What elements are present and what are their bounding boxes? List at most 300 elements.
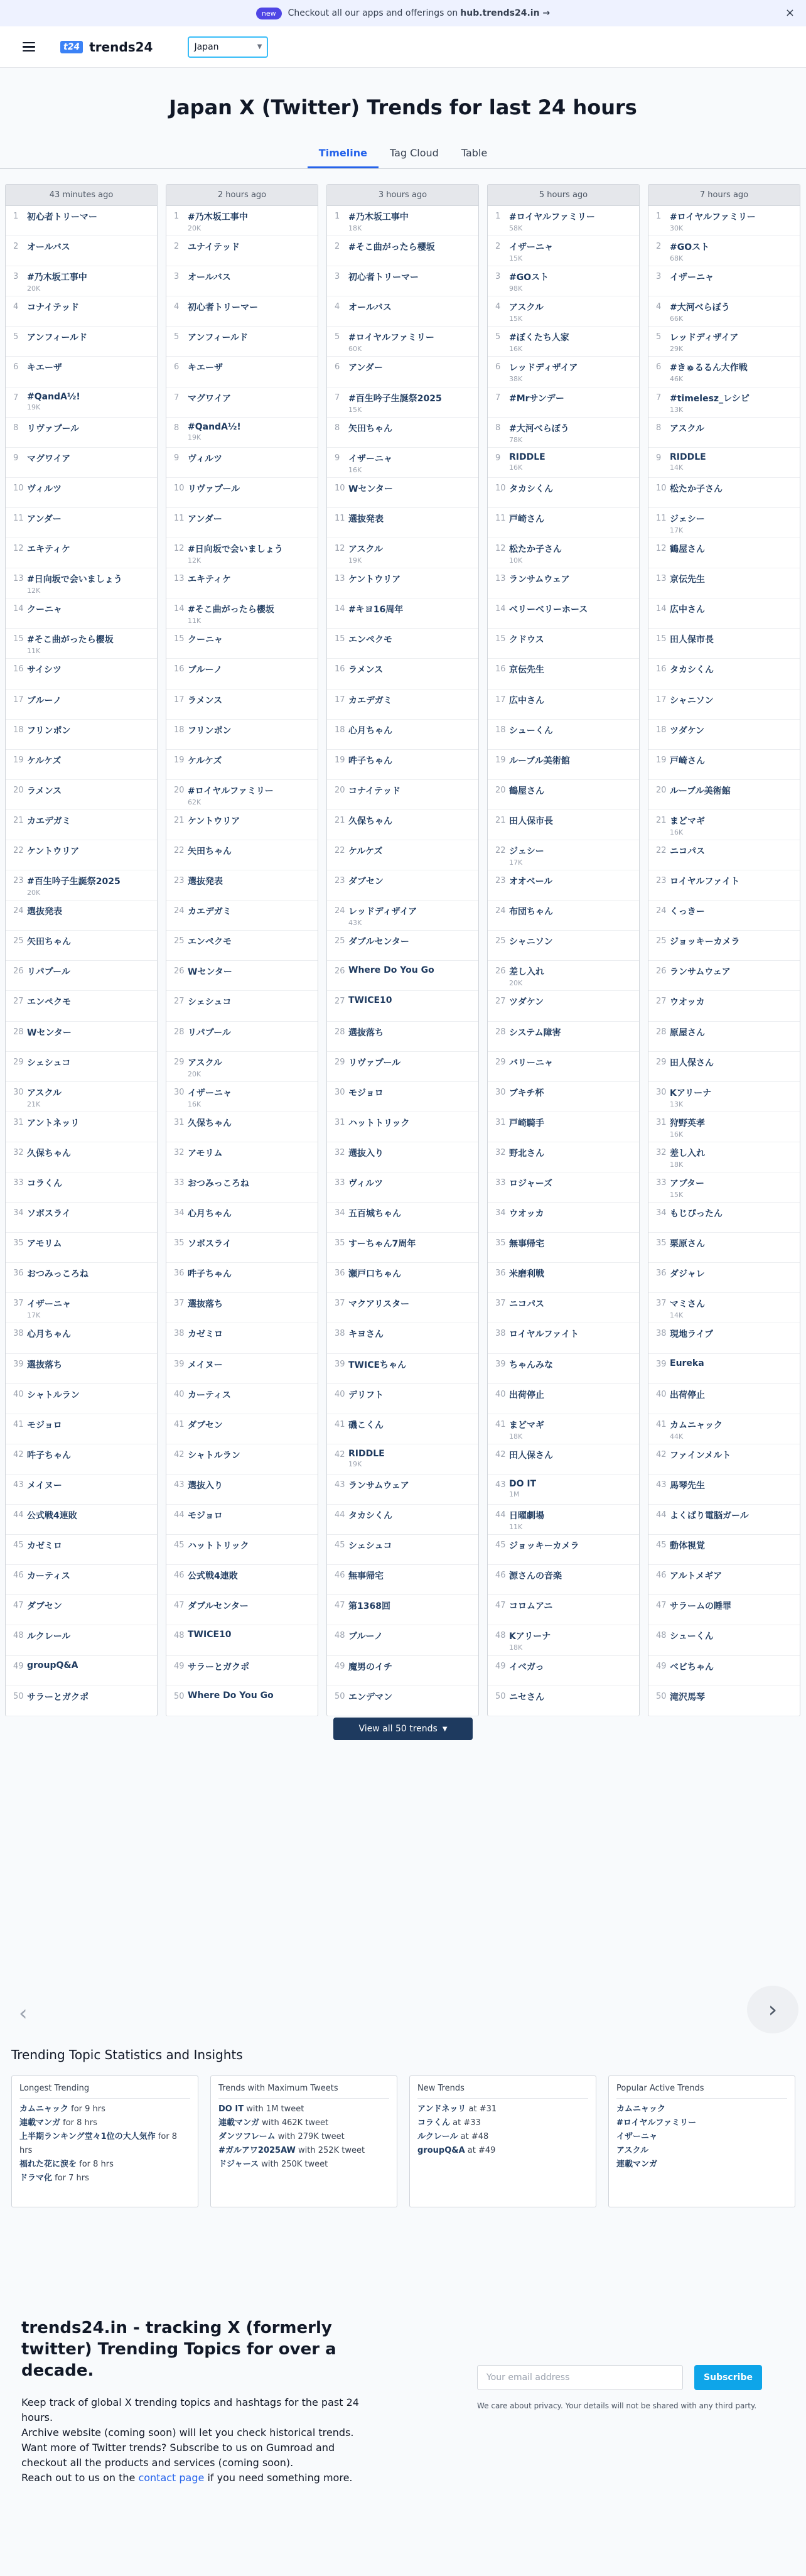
trend-item[interactable] — [488, 810, 639, 840]
trend-name[interactable]: 選抜発表 — [188, 877, 223, 887]
country-select[interactable] — [188, 36, 268, 58]
trend-name[interactable]: モジョロ — [27, 1420, 62, 1431]
trend-name[interactable]: 矢田ちゃん — [188, 846, 232, 857]
trend-item[interactable] — [166, 780, 318, 810]
trend-item[interactable] — [6, 1233, 157, 1263]
trend-name[interactable]: #きゅるるん大作戦 — [670, 363, 748, 374]
trend-item[interactable] — [6, 418, 157, 448]
trend-name[interactable]: レッドディザイア — [509, 363, 578, 374]
trend-name[interactable]: デリフト — [348, 1390, 384, 1400]
trend-item[interactable] — [488, 1323, 639, 1353]
trend-item[interactable] — [327, 1535, 478, 1565]
trend-name[interactable]: ジェシー — [670, 514, 705, 524]
trend-item[interactable] — [488, 991, 639, 1021]
trend-item[interactable] — [327, 1595, 478, 1625]
trend-item[interactable] — [166, 1565, 318, 1595]
trend-name[interactable]: モジョロ — [348, 1088, 384, 1098]
trend-item[interactable] — [6, 1535, 157, 1565]
trend-name[interactable]: ブキチ杯 — [509, 1088, 544, 1098]
trend-name[interactable]: ニセさん — [509, 1692, 544, 1702]
trend-item[interactable] — [6, 1263, 157, 1293]
trend-item[interactable] — [6, 901, 157, 931]
trend-item[interactable] — [6, 1022, 157, 1052]
trend-item[interactable] — [488, 1444, 639, 1475]
trend-item[interactable] — [166, 1414, 318, 1444]
trend-item[interactable] — [648, 1203, 800, 1233]
trend-item[interactable] — [327, 418, 478, 448]
trend-name[interactable]: アスクル — [188, 1058, 223, 1068]
trend-name[interactable]: ファインメルト — [670, 1450, 731, 1461]
trend-name[interactable]: まどマギ — [670, 816, 705, 826]
trend-item[interactable] — [648, 1142, 800, 1172]
chevron-right-icon[interactable]: › — [747, 1986, 798, 2033]
trend-name[interactable]: カムニャック — [670, 1420, 723, 1431]
trend-name[interactable]: ダブセン — [27, 1601, 62, 1612]
trend-name[interactable]: #そこ曲がったら櫻坂 — [188, 605, 274, 615]
trend-name[interactable]: タカシくん — [670, 665, 714, 676]
trend-name[interactable]: ロジャーズ — [509, 1179, 553, 1189]
trend-item[interactable] — [327, 780, 478, 810]
trend-name[interactable]: 公式戦4連敗 — [188, 1571, 238, 1582]
trend-item[interactable] — [166, 1505, 318, 1535]
trend-item[interactable] — [648, 1112, 800, 1142]
trend-item[interactable] — [6, 1414, 157, 1444]
trend-name[interactable]: 無事帰宅 — [509, 1239, 544, 1250]
trend-name[interactable]: 久保ちゃん — [27, 1148, 71, 1159]
trend-name[interactable]: シャトルラン — [27, 1390, 80, 1400]
trend-item[interactable] — [648, 1172, 800, 1203]
trend-name[interactable]: 京伝先生 — [509, 665, 544, 676]
trend-item[interactable] — [6, 478, 157, 508]
trend-item[interactable] — [166, 1052, 318, 1082]
card-trend[interactable]: ルクレール — [417, 2132, 458, 2141]
trend-item[interactable] — [166, 961, 318, 991]
trend-item[interactable] — [488, 1475, 639, 1505]
trend-name[interactable]: おつみっころね — [27, 1269, 89, 1280]
trend-item[interactable] — [327, 810, 478, 840]
trend-item[interactable] — [488, 750, 639, 780]
trend-item[interactable] — [648, 1022, 800, 1052]
trend-item[interactable] — [6, 991, 157, 1021]
trend-item[interactable] — [6, 720, 157, 750]
trend-name[interactable]: 田人保市長 — [509, 816, 553, 826]
trend-item[interactable] — [488, 1022, 639, 1052]
trend-item[interactable] — [648, 659, 800, 689]
trend-item[interactable] — [6, 1384, 157, 1414]
trend-item[interactable] — [6, 1323, 157, 1353]
trend-item[interactable] — [6, 1625, 157, 1655]
trend-name[interactable]: ケルケズ — [348, 846, 383, 857]
trend-name[interactable]: 無事帰宅 — [348, 1571, 384, 1582]
trend-name[interactable]: カゼミロ — [27, 1541, 62, 1552]
trend-item[interactable] — [648, 1323, 800, 1353]
trend-name[interactable]: キエーザ — [27, 363, 62, 374]
trend-name[interactable]: ラメンス — [188, 695, 223, 706]
trend-name[interactable]: エンデマン — [348, 1692, 392, 1702]
trend-item[interactable] — [327, 508, 478, 538]
trend-item[interactable] — [6, 931, 157, 961]
trend-name[interactable]: groupQ&A — [27, 1660, 78, 1670]
trend-item[interactable] — [166, 991, 318, 1021]
trend-name[interactable]: ジョッキーカメラ — [670, 937, 740, 948]
trend-item[interactable] — [648, 1565, 800, 1595]
trend-item[interactable] — [327, 1384, 478, 1414]
trend-item[interactable] — [648, 1263, 800, 1293]
trend-name[interactable]: シェシュコ — [27, 1058, 71, 1068]
trend-name[interactable]: オールバス — [188, 273, 231, 283]
card-trend[interactable]: カムニャック — [616, 2104, 666, 2114]
trend-item[interactable] — [6, 1686, 157, 1716]
view-all-button[interactable] — [333, 1718, 473, 1740]
trend-name[interactable]: ケルケズ — [188, 755, 222, 766]
trend-item[interactable] — [6, 327, 157, 357]
trend-item[interactable] — [166, 720, 318, 750]
trend-item[interactable] — [648, 931, 800, 961]
trend-name[interactable]: バリーニャ — [509, 1058, 553, 1068]
tab-timeline[interactable]: Timeline — [308, 141, 379, 168]
trend-name[interactable]: くっきー — [670, 907, 705, 917]
trend-name[interactable]: ツダケン — [509, 997, 544, 1008]
trend-name[interactable]: #乃木坂工事中 — [27, 273, 87, 283]
trend-name[interactable]: オールバス — [348, 303, 392, 313]
trend-name[interactable]: アモリム — [27, 1239, 62, 1250]
trend-name[interactable]: 田人保市長 — [670, 635, 714, 646]
card-trend[interactable]: 連載マンガ — [616, 2160, 658, 2169]
trend-name[interactable]: RIDDLE — [348, 1448, 385, 1459]
trend-item[interactable] — [166, 448, 318, 478]
trend-item[interactable] — [648, 780, 800, 810]
trend-name[interactable]: ランサムウェア — [670, 967, 731, 978]
trend-item[interactable] — [488, 720, 639, 750]
trend-name[interactable]: イベガっ — [509, 1662, 544, 1672]
trend-item[interactable] — [488, 1293, 639, 1323]
trend-name[interactable]: 鶴屋さん — [670, 544, 705, 555]
trend-item[interactable] — [166, 387, 318, 418]
trend-name[interactable]: Wセンター — [348, 484, 393, 494]
trend-name[interactable]: ケントウリア — [188, 816, 240, 826]
trend-item[interactable] — [166, 1535, 318, 1565]
trend-item[interactable] — [648, 991, 800, 1021]
trend-item[interactable] — [648, 901, 800, 931]
trend-item[interactable] — [648, 1656, 800, 1686]
trend-name[interactable]: カーティス — [27, 1571, 70, 1582]
trend-name[interactable]: リパプール — [27, 967, 70, 978]
trend-name[interactable]: サラームの睡罪 — [670, 1601, 731, 1612]
trend-item[interactable] — [327, 1444, 478, 1475]
trend-name[interactable]: ハットトリック — [188, 1541, 249, 1552]
trend-name[interactable]: コロムアニ — [509, 1601, 553, 1612]
trend-name[interactable]: Kアリーナ — [670, 1088, 712, 1098]
trend-item[interactable] — [488, 568, 639, 598]
trend-name[interactable]: #日向坂で会いましょう — [27, 575, 122, 585]
card-trend[interactable]: #ロイヤルファミリー — [616, 2118, 697, 2128]
trend-item[interactable] — [488, 598, 639, 629]
trend-item[interactable] — [166, 629, 318, 659]
trend-item[interactable] — [648, 1595, 800, 1625]
trend-name[interactable]: カエデガミ — [27, 816, 71, 826]
close-icon[interactable]: × — [785, 6, 795, 19]
trend-item[interactable] — [166, 1595, 318, 1625]
trend-item[interactable] — [166, 901, 318, 931]
trend-item[interactable] — [488, 1233, 639, 1263]
trend-item[interactable] — [166, 296, 318, 327]
trend-item[interactable] — [327, 327, 478, 357]
trend-name[interactable]: Where Do You Go — [188, 1690, 274, 1701]
trend-item[interactable] — [327, 1233, 478, 1263]
trend-name[interactable]: RIDDLE — [509, 452, 545, 462]
trend-item[interactable] — [166, 236, 318, 266]
trend-name[interactable]: 源さんの音楽 — [509, 1571, 562, 1582]
trend-item[interactable] — [6, 1082, 157, 1112]
trend-item[interactable] — [327, 1142, 478, 1172]
trend-name[interactable]: ニコパス — [670, 846, 705, 857]
trend-item[interactable] — [648, 1354, 800, 1384]
trend-item[interactable] — [488, 387, 639, 418]
trend-item[interactable] — [327, 1112, 478, 1142]
trend-name[interactable]: アントネッリ — [27, 1118, 80, 1128]
trend-name[interactable]: 野北さん — [509, 1148, 544, 1159]
trend-name[interactable]: ハットトリック — [348, 1118, 410, 1128]
trend-item[interactable] — [488, 840, 639, 870]
trend-name[interactable]: 馬琴先生 — [670, 1480, 705, 1491]
trend-item[interactable] — [327, 1082, 478, 1112]
trend-item[interactable] — [166, 1686, 318, 1716]
trend-item[interactable] — [6, 1475, 157, 1505]
trend-item[interactable] — [6, 538, 157, 568]
trend-name[interactable]: コナイテッド — [348, 786, 401, 796]
trend-name[interactable]: 瀬戸口ちゃん — [348, 1269, 401, 1280]
trend-name[interactable]: 差し入れ — [509, 967, 544, 978]
trend-name[interactable]: 松たか子さん — [670, 484, 723, 494]
trend-name[interactable]: タカシくん — [509, 484, 553, 494]
trend-item[interactable] — [166, 1475, 318, 1505]
trend-item[interactable] — [327, 750, 478, 780]
trend-name[interactable]: アブター — [670, 1179, 705, 1189]
trend-item[interactable] — [6, 508, 157, 538]
trend-name[interactable]: キエーザ — [188, 363, 223, 374]
trend-name[interactable]: ヴィルツ — [348, 1179, 384, 1189]
trend-item[interactable] — [488, 1384, 639, 1414]
trend-item[interactable] — [488, 478, 639, 508]
trend-item[interactable] — [166, 840, 318, 870]
trend-item[interactable] — [327, 296, 478, 327]
trend-name[interactable]: 広中さん — [670, 605, 705, 615]
trend-item[interactable] — [6, 598, 157, 629]
trend-name[interactable]: タカシくん — [348, 1511, 392, 1522]
trend-item[interactable] — [6, 690, 157, 720]
trend-name[interactable]: イザーニャ — [670, 273, 714, 283]
trend-name[interactable]: 差し入れ — [670, 1148, 705, 1159]
trend-name[interactable]: 原屋さん — [670, 1027, 705, 1038]
contact-link[interactable]: contact page — [138, 2472, 205, 2484]
trend-name[interactable]: アモリム — [188, 1148, 223, 1159]
trend-name[interactable]: アンダー — [348, 363, 383, 374]
trend-item[interactable] — [488, 1656, 639, 1686]
trend-name[interactable]: #百生吟子生誕祭2025 — [27, 877, 121, 887]
trend-name[interactable]: クーニャ — [27, 605, 62, 615]
trend-name[interactable]: アスクル — [509, 303, 544, 313]
trend-item[interactable] — [166, 508, 318, 538]
trend-name[interactable]: ブルーノ — [188, 665, 223, 676]
trend-name[interactable]: 田人保さん — [670, 1058, 714, 1068]
trend-item[interactable] — [488, 1595, 639, 1625]
trend-item[interactable] — [648, 810, 800, 840]
trend-item[interactable] — [327, 1686, 478, 1716]
trend-item[interactable] — [648, 961, 800, 991]
trend-name[interactable]: ヴィルツ — [27, 484, 62, 494]
trend-name[interactable]: ラメンス — [27, 786, 62, 796]
trend-item[interactable] — [648, 1444, 800, 1475]
trend-item[interactable] — [166, 1022, 318, 1052]
trend-name[interactable]: アンダー — [188, 514, 222, 524]
trend-name[interactable]: 布団ちゃん — [509, 907, 553, 917]
trend-name[interactable]: 吽子ちゃん — [188, 1269, 232, 1280]
trend-item[interactable] — [166, 1656, 318, 1686]
trend-name[interactable]: 磯こくん — [348, 1420, 384, 1431]
trend-item[interactable] — [6, 1595, 157, 1625]
trend-name[interactable]: 田人保さん — [509, 1450, 553, 1461]
trend-name[interactable]: シャニソン — [509, 937, 553, 948]
trend-name[interactable]: 現地ライブ — [670, 1329, 714, 1340]
trend-name[interactable]: 選抜発表 — [348, 514, 384, 524]
trend-item[interactable] — [327, 1505, 478, 1535]
trend-name[interactable]: #大河べらぼう — [509, 423, 569, 434]
trend-item[interactable] — [488, 1082, 639, 1112]
trend-name[interactable]: ニコパス — [509, 1299, 544, 1310]
trend-item[interactable] — [648, 1233, 800, 1263]
trend-item[interactable] — [166, 1263, 318, 1293]
trend-name[interactable]: #日向坂で会いましょう — [188, 544, 283, 555]
trend-item[interactable] — [327, 659, 478, 689]
card-trend[interactable]: ダンツフレーム — [218, 2132, 276, 2141]
trend-name[interactable]: アンダー — [27, 514, 62, 524]
trend-item[interactable] — [6, 1354, 157, 1384]
trend-name[interactable]: 心月ちゃん — [188, 1209, 232, 1220]
trend-item[interactable] — [327, 720, 478, 750]
trend-item[interactable] — [488, 629, 639, 659]
trend-item[interactable] — [488, 206, 639, 236]
trend-item[interactable] — [648, 387, 800, 418]
trend-item[interactable] — [327, 478, 478, 508]
trend-name[interactable]: フリンポン — [27, 725, 71, 736]
trend-name[interactable]: #GOスト — [509, 273, 549, 283]
trend-name[interactable]: 動体視覚 — [670, 1541, 705, 1552]
card-trend[interactable]: ドラマ化 — [19, 2173, 53, 2183]
trend-item[interactable] — [488, 508, 639, 538]
trend-item[interactable] — [6, 1142, 157, 1172]
trend-name[interactable]: カエデガミ — [348, 695, 392, 706]
trend-name[interactable]: #大河べらぼう — [670, 303, 730, 313]
trend-name[interactable]: 心月ちゃん — [348, 725, 392, 736]
trend-name[interactable]: #ロイヤルファミリー — [509, 212, 595, 222]
trend-name[interactable]: 久保ちゃん — [348, 816, 392, 826]
trend-item[interactable] — [488, 448, 639, 478]
trend-item[interactable] — [327, 236, 478, 266]
trend-item[interactable] — [488, 327, 639, 357]
trend-item[interactable] — [166, 1323, 318, 1353]
trend-name[interactable]: クーニャ — [188, 635, 223, 646]
trend-item[interactable] — [166, 568, 318, 598]
trend-item[interactable] — [488, 1172, 639, 1203]
trend-item[interactable] — [6, 810, 157, 840]
trend-name[interactable]: リヴァプール — [188, 484, 240, 494]
trend-item[interactable] — [648, 478, 800, 508]
trend-name[interactable]: 矢田ちゃん — [27, 937, 71, 948]
trend-name[interactable]: 鶴屋さん — [509, 786, 544, 796]
trend-item[interactable] — [6, 1172, 157, 1203]
trend-item[interactable] — [327, 961, 478, 991]
trend-item[interactable] — [327, 357, 478, 387]
card-trend[interactable]: 連載マンガ — [218, 2118, 260, 2128]
trend-item[interactable] — [166, 1625, 318, 1655]
trend-item[interactable] — [488, 690, 639, 720]
trend-item[interactable] — [6, 266, 157, 296]
trend-item[interactable] — [488, 1203, 639, 1233]
trend-name[interactable]: #乃木坂工事中 — [188, 212, 248, 222]
trend-item[interactable] — [327, 568, 478, 598]
trend-item[interactable] — [488, 538, 639, 568]
card-trend[interactable]: DO IT — [218, 2104, 244, 2114]
trend-name[interactable]: ジョッキーカメラ — [509, 1541, 579, 1552]
trend-item[interactable] — [648, 1535, 800, 1565]
trend-name[interactable]: Wセンター — [27, 1027, 72, 1038]
trend-name[interactable]: 選抜入り — [188, 1480, 223, 1491]
trend-name[interactable]: ちゃんみな — [509, 1360, 553, 1370]
card-trend[interactable]: アンドネッリ — [417, 2104, 466, 2114]
trend-item[interactable] — [488, 266, 639, 296]
trend-name[interactable]: クドウス — [509, 635, 544, 646]
trend-item[interactable] — [488, 418, 639, 448]
trend-item[interactable] — [327, 931, 478, 961]
trend-item[interactable] — [6, 357, 157, 387]
trend-item[interactable] — [6, 1112, 157, 1142]
trend-name[interactable]: 初心者トリーマー — [348, 273, 419, 283]
trend-name[interactable]: ベリーベリーホース — [509, 605, 588, 615]
email-field[interactable]: Your email address — [477, 2365, 683, 2390]
trend-name[interactable]: ダブセン — [188, 1420, 223, 1431]
trend-name[interactable]: Kアリーナ — [509, 1632, 551, 1642]
trend-item[interactable] — [648, 598, 800, 629]
trend-name[interactable]: ソボスライ — [188, 1239, 232, 1250]
trend-item[interactable] — [648, 1384, 800, 1414]
trend-item[interactable] — [327, 1565, 478, 1595]
trend-name[interactable]: 戸崎騎手 — [509, 1118, 544, 1128]
trend-name[interactable]: リヴァプール — [348, 1058, 401, 1068]
trend-name[interactable]: カゼミロ — [188, 1329, 223, 1340]
card-trend[interactable]: アスクル — [616, 2146, 649, 2155]
trend-name[interactable]: #GOスト — [670, 242, 710, 253]
card-trend[interactable]: 福れた花に涙を — [19, 2160, 77, 2169]
trend-name[interactable]: #QandA½! — [188, 421, 241, 432]
trend-item[interactable] — [648, 236, 800, 266]
trend-item[interactable] — [488, 236, 639, 266]
trend-name[interactable]: アスクル — [670, 423, 705, 434]
trend-item[interactable] — [648, 1475, 800, 1505]
trend-item[interactable] — [488, 1565, 639, 1595]
trend-name[interactable]: 初心者トリーマー — [27, 212, 97, 222]
trend-name[interactable]: 第1368回 — [348, 1601, 390, 1612]
trend-name[interactable]: ルクレール — [27, 1632, 71, 1642]
trend-item[interactable] — [488, 1414, 639, 1444]
trend-item[interactable] — [166, 1293, 318, 1323]
trend-item[interactable] — [166, 750, 318, 780]
trend-item[interactable] — [166, 598, 318, 629]
trend-name[interactable]: 矢田ちゃん — [348, 423, 392, 434]
trend-item[interactable] — [648, 1293, 800, 1323]
trend-item[interactable] — [648, 1625, 800, 1655]
trend-item[interactable] — [327, 1414, 478, 1444]
trend-name[interactable]: 選抜入り — [348, 1148, 384, 1159]
